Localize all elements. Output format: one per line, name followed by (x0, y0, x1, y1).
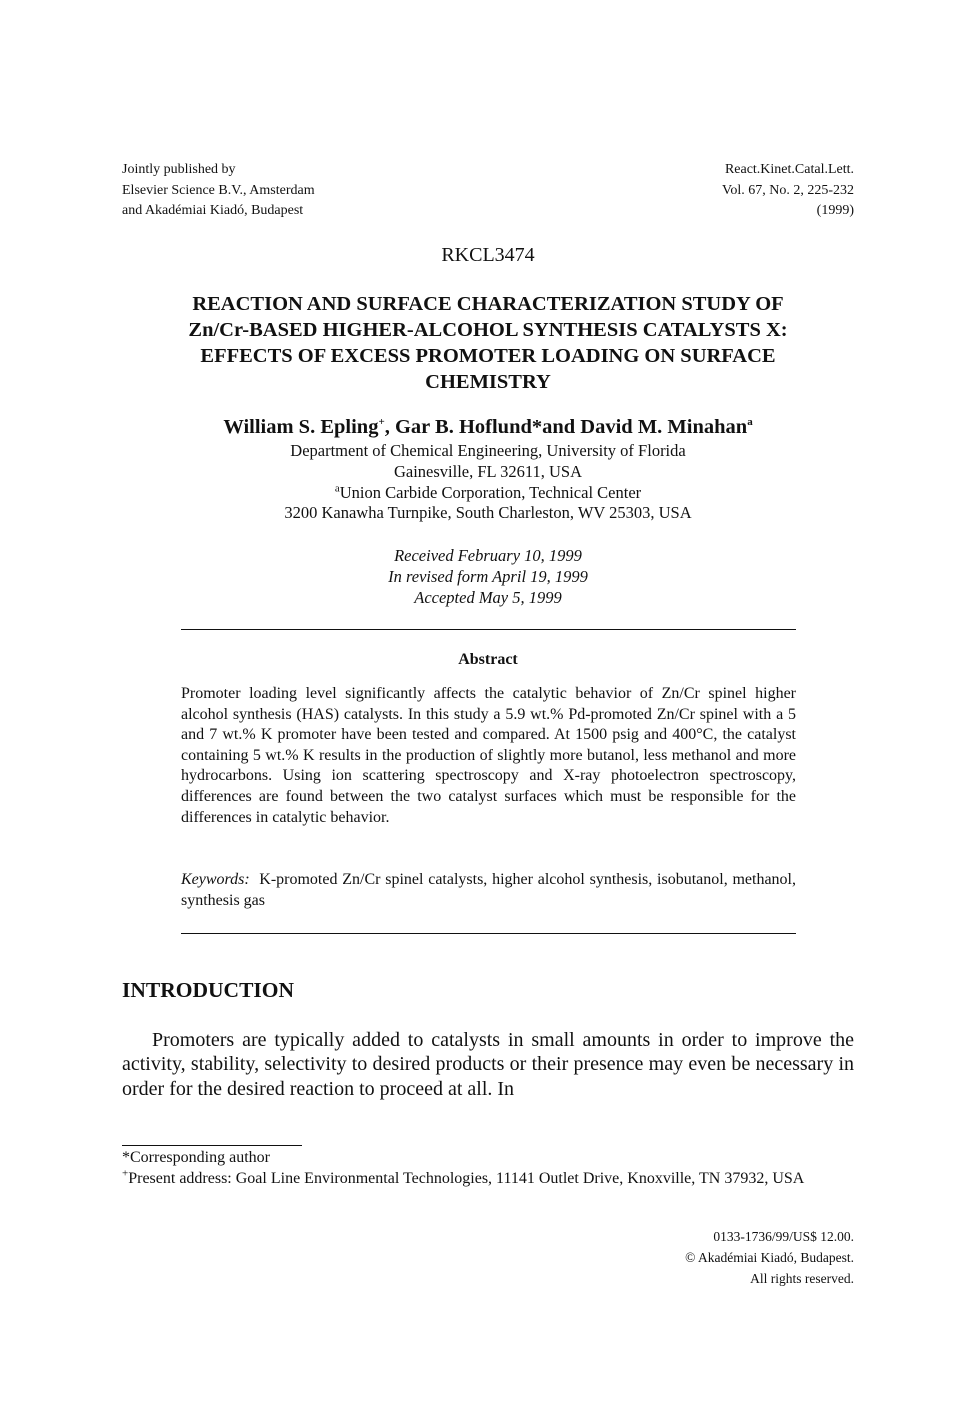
affiliation-line-4: 3200 Kanawha Turnpike, South Charleston, WV 25303, USA (284, 503, 692, 523)
author-list (0, 416, 976, 439)
footnote-rule (122, 1145, 302, 1146)
affiliations (0, 441, 976, 524)
affiliation-line-1: Department of Chemical Engineering, University of Florida (290, 441, 686, 460)
keywords-label: Keywords: (181, 871, 250, 888)
corresponding-author-note: *Corresponding author (122, 1149, 270, 1166)
accepted-date: Accepted May 5, 1999 (414, 588, 562, 607)
paper-title (122, 291, 854, 395)
copyright-holder: © Akadémiai Kiadó, Budapest. (685, 1250, 854, 1265)
publisher-line-1: Jointly published by (122, 162, 236, 177)
abstract-top-rule (181, 629, 796, 630)
journal-name: React.Kinet.Catal.Lett. (724, 162, 854, 177)
issn-price: 0133-1736/99/US$ 12.00. (713, 1229, 854, 1244)
title-line-1: REACTION AND SURFACE CHARACTERIZATION STUDY OF (192, 293, 784, 315)
keywords (181, 870, 800, 911)
author-1: William S. Epling (223, 416, 379, 438)
title-line-3: EFFECTS OF EXCESS PROMOTER LOADING ON SURFACE (200, 345, 776, 367)
affiliation-mark: a (334, 482, 340, 495)
copyright-block (685, 1226, 854, 1289)
keywords-text: K-promoted Zn/Cr spinel catalysts, higher alcohol synthesis, isobutanol, methanol, synthesis gas (181, 871, 800, 909)
affiliation-line-3 (0, 483, 976, 504)
introduction-heading: INTRODUCTION (122, 978, 295, 1002)
present-address-text: Present address: Goal Line Environmental Technologies, 11141 Outlet Drive, Knoxville, TN 37932, USA (128, 1170, 805, 1187)
revised-date: In revised form April 19, 1999 (388, 567, 588, 586)
publisher-line-3: and Akadémiai Kiadó, Budapest (122, 203, 304, 218)
publisher-line-2: Elsevier Science B.V., Amsterdam (122, 182, 315, 198)
title-line-2: Zn/Cr-BASED HIGHER-ALCOHOL SYNTHESIS CATALYSTS X: (188, 319, 788, 341)
affiliation-line-2: Gainesville, FL 32611, USA (393, 461, 583, 481)
abstract-text: Promoter loading level significantly affects the catalytic behavior of Zn/Cr spinel higher alcohol synthesis (HAS) catalysts. In this study a 5.9 wt.% Pd-promoted Zn/Cr spinel with a 5 and 7 wt.% K promoter have been tested and compared. At 1500 psig and 400°C, the catalyst containing 5 wt.% K results in the production of slightly more butanol, less methanol and more hydrocarbons. Using ion scattering spectroscopy and X-ray photoelectron spectroscopy, differences are found between the two catalyst surfaces which must be responsible for the differences in catalytic behavior. (181, 685, 796, 826)
introduction-text: Promoters are typically added to catalysts in small amounts in order to improve the activity, stability, selectivity to desired products or their presence may even be necessary in order for the desired reaction to proceed at all. In (122, 1029, 854, 1100)
affiliation-line-3-text: Union Carbide Corporation, Technical Center (339, 482, 642, 502)
author-separator: , (384, 416, 395, 438)
rights-reserved: All rights reserved. (750, 1271, 854, 1286)
author-2-mark: a (747, 416, 753, 429)
author-2: Gar B. Hoflund*and David M. Minahan (394, 416, 748, 438)
journal-year: (1999) (816, 203, 854, 218)
paper-code: RKCL3474 (441, 244, 535, 266)
publisher-info (122, 160, 315, 222)
journal-volume: Vol. 67, No. 2, 225-232 (722, 182, 854, 198)
received-date: Received February 10, 1999 (394, 546, 582, 565)
footnotes (122, 1147, 854, 1189)
abstract-heading: Abstract (458, 651, 518, 668)
title-line-4: CHEMISTRY (425, 371, 551, 393)
dates (0, 545, 976, 608)
author-1-mark: + (378, 416, 385, 429)
journal-info (722, 160, 854, 222)
present-address-mark: + (122, 1167, 129, 1180)
abstract-bottom-rule (181, 933, 796, 934)
present-address-note (122, 1168, 854, 1189)
